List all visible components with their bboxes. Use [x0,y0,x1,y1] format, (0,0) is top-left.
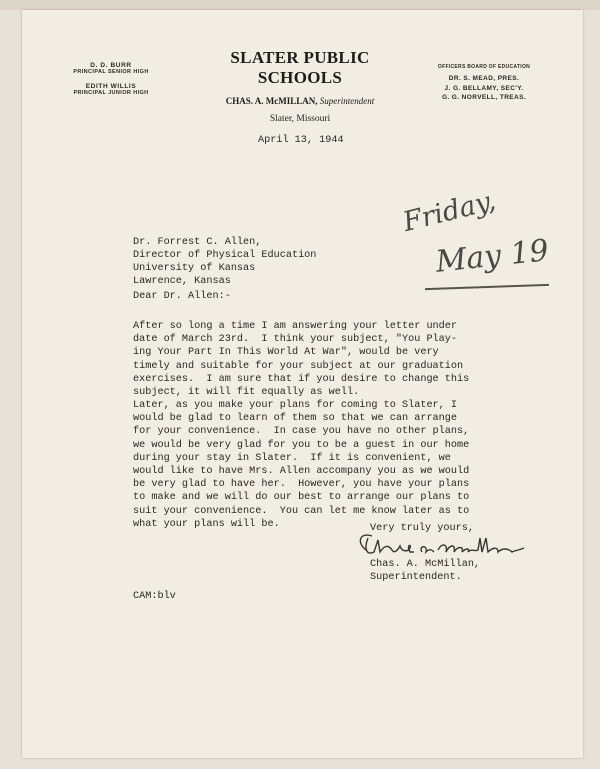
letterhead-board [424,64,544,103]
principal-senior-name: D. D. BURR [90,62,132,69]
superintendent-line [190,96,410,106]
board-heading: OFFICERS BOARD OF EDUCATION [437,64,531,70]
board-officer: G. G. NORVELL, TREAS. [441,94,527,101]
complimentary-close: Very truly yours, [370,523,474,534]
address-line: University of Kansas [133,263,256,274]
principal-junior-title: PRINCIPAL JUNIOR HIGH [73,90,149,96]
signer-name: Chas. A. McMillan, [370,559,481,570]
school-name: SLATER PUBLIC SCHOOLS [230,48,370,87]
body-paragraph-1: After so long a time I am answering your letter under date of March 23rd. I think your subject, "You Play- ing Your Part In This World At War", would be very timely and suitable for your subject at our graduation exercises. I am sure that if you desire to change this subject, it will fit equally as well. [133,321,470,399]
inside-address [133,236,316,288]
address-line: Director of Physical Education [133,250,317,261]
handwritten-date: May 19 [434,233,551,280]
board-officer: DR. S. MEAD, PRES. [448,75,520,82]
handwritten-day: Friday, [400,185,499,239]
board-officer: J. G. BELLAMY, SEC'Y. [444,84,524,92]
salutation: Dear Dr. Allen:- [133,291,231,302]
address-line: Dr. Forrest C. Allen, [133,237,262,248]
letter-date: April 13, 1944 [258,135,344,146]
superintendent-title: Superintendent [319,96,375,106]
school-location: Slater, Missouri [269,114,331,124]
address-line: Lawrence, Kansas [133,276,231,287]
body-paragraph-2: Later, as you make your plans for coming to Slater, I would be glad to learn of them so that we can arrange for your convenience. In case you have no other plans, we would be very glad for you to be a guest in our home during your stay in Slater. If it is convenient, we would like to have Mrs. Allen accompany you as we would be very glad to have her. However, you have your plans to make and we will do our best to arrange our plans to suit your convenience. You can let me know later as to what your plans will be. [133,400,470,530]
principal-junior-name: EDITH WILLIS [85,83,137,90]
superintendent-name: CHAS. A. McMILLAN, [225,96,318,106]
principal-senior-title: PRINCIPAL SENIOR HIGH [73,69,149,75]
handwritten-signature [352,528,532,562]
signature-block [370,558,480,584]
scan-top-edge [0,0,600,10]
reference-initials: CAM:blv [133,591,176,602]
letterhead-principals [56,62,166,104]
signer-title: Superintendent. [370,572,462,583]
letterhead-center [190,48,410,124]
